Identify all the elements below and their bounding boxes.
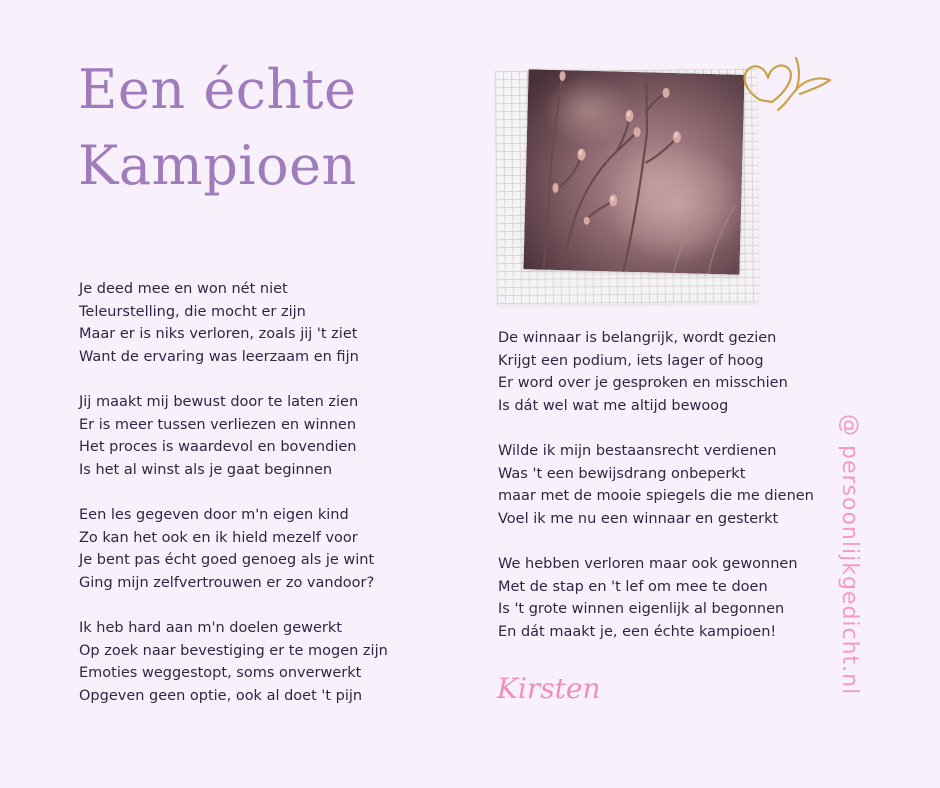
- poem-line: Voel ik me nu een winnaar en gesterkt: [498, 510, 779, 527]
- poem-line: Ik heb hard aan m'n doelen gewerkt: [79, 620, 342, 636]
- poem-line: Je deed mee en won nét niet: [79, 281, 288, 297]
- poem-line: Opgeven geen optie, ook al doet 't pijn: [79, 687, 363, 704]
- poem-title-line-1: Een échte: [78, 58, 357, 121]
- poem-line: Zo kan het ook en ik hield mezelf voor: [79, 529, 358, 546]
- poem-line: Teleurstelling, die mocht er zijn: [79, 303, 306, 320]
- stanza: [79, 278, 388, 368]
- poem-line: Er word over je gesproken en misschien: [498, 375, 788, 391]
- poem-line: We hebben verloren maar ook gewonnen: [498, 556, 798, 572]
- poem-line: Er is meer tussen verliezen en winnen: [79, 416, 357, 433]
- poem-line: En dát maakt je, een échte kampioen!: [498, 623, 777, 640]
- poem-line: Krijgt een podium, iets lager of hoog: [498, 352, 764, 369]
- photo-frame: [496, 62, 758, 304]
- stanza: [79, 504, 388, 594]
- stanza: [79, 391, 388, 481]
- stanza: [498, 327, 814, 417]
- poem-line: De winnaar is belangrijk, wordt gezien: [498, 330, 777, 346]
- poem-line: Wilde ik mijn bestaansrecht verdienen: [498, 443, 777, 459]
- budding-branches-photo: [523, 69, 744, 275]
- poem-line: Met de stap en 't lef om mee te doen: [498, 578, 768, 595]
- poem-line: Emoties weggestopt, soms onverwerkt: [79, 665, 362, 681]
- poem-line: Het proces is waardevol en bovendien: [79, 439, 357, 455]
- poem-line: maar met de mooie spiegels die me dienen: [498, 488, 814, 504]
- poem-title-line-2: Kampioen: [78, 134, 357, 197]
- poem-line: Op zoek naar bevestiging er te mogen zijn: [79, 642, 388, 659]
- poem-line: Je bent pas écht goed genoeg als je wint: [79, 552, 375, 568]
- poem-column-left: [79, 278, 388, 730]
- poem-line: Was 't een bewijsdrang onbeperkt: [498, 465, 746, 482]
- stanza: [79, 617, 388, 707]
- poem-line: Is het al winst als je gaat beginnen: [79, 461, 333, 478]
- author-signature: Kirsten: [497, 672, 601, 705]
- poem-line: Is dát wel wat me altijd bewoog: [498, 397, 729, 414]
- poem-title: [78, 52, 357, 204]
- stanza: [498, 553, 814, 643]
- poem-column-right: [498, 327, 814, 666]
- stanza: [498, 440, 814, 530]
- poem-line: Maar er is niks verloren, zoals jij 't ziet: [79, 326, 358, 342]
- gold-heart-butterfly-icon: [738, 50, 838, 124]
- poem-line: Ging mijn zelfvertrouwen er zo vandoor?: [79, 574, 375, 591]
- poem-line: Want de ervaring was leerzaam en fijn: [79, 348, 359, 365]
- website-credit: @ persoonlijkgedicht.nl: [837, 414, 862, 696]
- poem-line: Een les gegeven door m'n eigen kind: [79, 507, 349, 523]
- poem-line: Is 't grote winnen eigenlijk al begonnen: [498, 601, 785, 617]
- poem-line: Jij maakt mij bewust door te laten zien: [79, 394, 359, 410]
